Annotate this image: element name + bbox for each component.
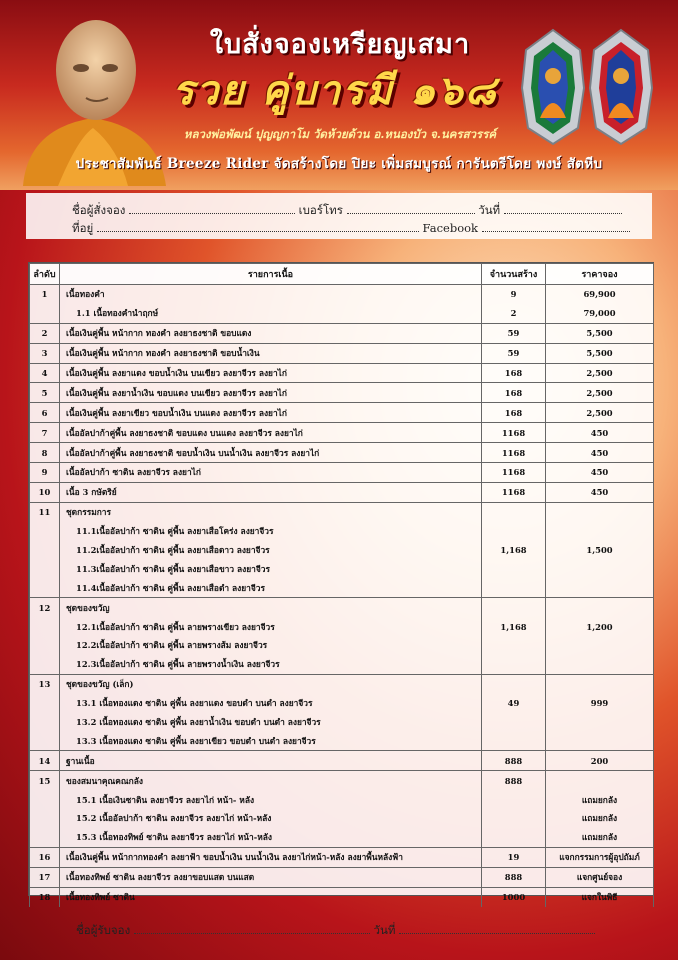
row-item: 13.3 เนื้อทองแดง ซาติน คู่พื้น ลงยาเขียว ขอบดำ บนดำ ลงยาจีวร xyxy=(60,731,482,750)
row-qty xyxy=(482,522,546,541)
table-row xyxy=(30,463,654,483)
table-row xyxy=(30,847,654,867)
temple-subtitle: หลวงพ่อพัฒน์ ปุญญกาโม วัดห้วยด้วน อ.หนองบัว จ.นครสวรรค์ xyxy=(183,127,497,141)
receiver-field[interactable] xyxy=(134,923,370,934)
row-item: ชุดของขวัญ (เล็ก) xyxy=(60,674,482,693)
row-qty: 59 xyxy=(482,343,546,363)
table-row xyxy=(30,809,654,828)
row-price: 79,000 xyxy=(546,304,654,323)
row-price xyxy=(546,598,654,617)
table-row xyxy=(30,343,654,363)
phone-field[interactable] xyxy=(347,203,475,214)
row-qty: 1168 xyxy=(482,423,546,443)
row-number xyxy=(30,541,60,560)
col-header-item: รายการเนื้อ xyxy=(60,264,482,285)
row-qty: 888 xyxy=(482,771,546,790)
row-item: ชุดกรรมการ xyxy=(60,502,482,521)
table-row xyxy=(30,522,654,541)
header-banner xyxy=(0,0,678,190)
row-number xyxy=(30,655,60,674)
phone-label: เบอร์โทร xyxy=(298,203,343,217)
row-number: 13 xyxy=(30,674,60,693)
name-field[interactable] xyxy=(129,203,295,214)
row-item: 15.1 เนื้อเงินซาติน ลงยาจีวร ลงยาไก่ หน้า- หลัง xyxy=(60,790,482,809)
title-line-2: รวย คู่บารมี ๑๖๘ xyxy=(172,67,498,114)
row-item: 15.2 เนื้ออัลปาก้า ซาติน ลงยาจีวร ลงยาไก่ หน้า-หลัง xyxy=(60,809,482,828)
row-number xyxy=(30,809,60,828)
row-number: 1 xyxy=(30,285,60,304)
receiver-label: ชื่อผู้รับจอง xyxy=(76,923,131,937)
row-item: 12.2เนื้ออัลปาก้า ซาติน คู่พื้น ลายพรางส้ม ลงยาจีวร xyxy=(60,636,482,655)
row-number: 8 xyxy=(30,443,60,463)
row-price: แจกกรรมการผู้อุปถัมภ์ xyxy=(546,847,654,867)
row-price xyxy=(546,731,654,750)
row-qty: 168 xyxy=(482,383,546,403)
table-header-row xyxy=(30,264,654,285)
col-header-price: ราคาจอง xyxy=(546,264,654,285)
row-price: 2,500 xyxy=(546,403,654,423)
row-price: 450 xyxy=(546,463,654,483)
row-item: ชุดของขวัญ xyxy=(60,598,482,617)
address-field[interactable] xyxy=(97,221,419,232)
row-qty: 1168 xyxy=(482,463,546,483)
row-qty: 1000 xyxy=(482,887,546,906)
table-row xyxy=(30,541,654,560)
row-price: 2,500 xyxy=(546,363,654,383)
row-qty xyxy=(482,674,546,693)
row-number xyxy=(30,636,60,655)
price-table xyxy=(28,262,654,903)
row-qty: 168 xyxy=(482,363,546,383)
row-number: 15 xyxy=(30,771,60,790)
table-row xyxy=(30,655,654,674)
row-number xyxy=(30,559,60,578)
row-qty: 168 xyxy=(482,403,546,423)
row-number: 17 xyxy=(30,867,60,887)
row-number xyxy=(30,617,60,636)
row-number: 6 xyxy=(30,403,60,423)
row-item: เนื้ออัลปาก้าคู่พื้น ลงยาธงชาติ ขอบน้ำเงิน บนน้ำเงิน ลงยาจีวร ลงยาไก่ xyxy=(60,443,482,463)
row-number: 12 xyxy=(30,598,60,617)
row-number: 4 xyxy=(30,363,60,383)
row-item: เนื้อเงินคู่พื้น หน้ากากทองคำ ลงยาฟ้า ขอบน้ำเงิน บนน้ำเงิน ลงยาไก่หน้า-หลัง ลงยาพื้นหลังฟ้า xyxy=(60,847,482,867)
row-item: เนื้อเงินคู่พื้น หน้ากาก ทองคำ ลงยาธงชาติ ขอบน้ำเงิน xyxy=(60,343,482,363)
row-qty: 49 xyxy=(482,694,546,713)
order-form xyxy=(26,193,652,239)
row-item: เนื้อทองทิพย์ ซาติน xyxy=(60,887,482,906)
row-qty: 19 xyxy=(482,847,546,867)
col-header-no: ลำดับ xyxy=(30,264,60,285)
row-qty: 1168 xyxy=(482,443,546,463)
row-qty xyxy=(482,502,546,521)
table-row xyxy=(30,636,654,655)
row-item: 13.1 เนื้อทองแดง ซาติน คู่พื้น ลงยาแดง ขอบดำ บนดำ ลงยาจีวร xyxy=(60,694,482,713)
row-price: 1,500 xyxy=(546,541,654,560)
row-price: 1,200 xyxy=(546,617,654,636)
row-item: 11.1เนื้ออัลปาก้า ซาติน คู่พื้น ลงยาเสือโคร่ง ลงยาจีวร xyxy=(60,522,482,541)
table-row xyxy=(30,443,654,463)
table-row xyxy=(30,751,654,771)
row-price xyxy=(546,502,654,521)
row-item: 11.3เนื้ออัลปาก้า ซาติน คู่พื้น ลงยาเสือขาว ลงยาจีวร xyxy=(60,559,482,578)
table-row xyxy=(30,403,654,423)
row-number: 2 xyxy=(30,323,60,343)
row-number: 11 xyxy=(30,502,60,521)
row-price xyxy=(546,559,654,578)
row-qty xyxy=(482,809,546,828)
row-item: เนื้ออัลปาก้า ซาติน ลงยาจีวร ลงยาไก่ xyxy=(60,463,482,483)
table-row xyxy=(30,383,654,403)
row-number: 16 xyxy=(30,847,60,867)
title-line-1: ใบสั่งจองเหรียญเสมา xyxy=(209,29,471,60)
table-row xyxy=(30,867,654,887)
row-item: 11.4เนื้ออัลปาก้า ซาติน คู่พื้น ลงยาเสือดำ ลงยาจีวร xyxy=(60,578,482,597)
row-price: 450 xyxy=(546,423,654,443)
row-price xyxy=(546,578,654,597)
medal-image-back xyxy=(586,28,656,146)
row-item: 11.2เนื้ออัลปาก้า ซาติน คู่พื้น ลงยาเสือดาว ลงยาจีวร xyxy=(60,541,482,560)
table-row xyxy=(30,617,654,636)
row-price: แจกศูนย์จอง xyxy=(546,867,654,887)
table-row xyxy=(30,304,654,323)
date-field[interactable] xyxy=(504,203,622,214)
row-number xyxy=(30,694,60,713)
table-row xyxy=(30,482,654,502)
row-number xyxy=(30,828,60,847)
row-qty xyxy=(482,598,546,617)
table-row xyxy=(30,423,654,443)
row-qty: 1168 xyxy=(482,482,546,502)
row-number: 3 xyxy=(30,343,60,363)
row-qty xyxy=(482,655,546,674)
row-qty xyxy=(482,578,546,597)
row-number: 9 xyxy=(30,463,60,483)
table-row xyxy=(30,887,654,906)
row-number: 5 xyxy=(30,383,60,403)
row-price xyxy=(546,771,654,790)
row-qty: 59 xyxy=(482,323,546,343)
table-row xyxy=(30,790,654,809)
name-label: ชื่อผู้สั่งจอง xyxy=(72,203,126,217)
row-price: 999 xyxy=(546,694,654,713)
table-row xyxy=(30,694,654,713)
row-item: เนื้อ 3 กษัตริย์ xyxy=(60,482,482,502)
table-row xyxy=(30,559,654,578)
row-item: เนื้อเงินคู่พื้น ลงยาแดง ขอบน้ำเงิน บนเขียว ลงยาจีวร ลงยาไก่ xyxy=(60,363,482,383)
row-price xyxy=(546,636,654,655)
row-item: เนื้อเงินคู่พื้น ลงยาน้ำเงิน ขอบแดง บนเขียว ลงยาจีวร ลงยาไก่ xyxy=(60,383,482,403)
row-qty xyxy=(482,713,546,732)
row-number xyxy=(30,731,60,750)
table-row xyxy=(30,578,654,597)
row-price: 5,500 xyxy=(546,323,654,343)
row-item: เนื้อเงินคู่พื้น ลงยาเขียว ขอบน้ำเงิน บนแดง ลงยาจีวร ลงยาไก่ xyxy=(60,403,482,423)
row-qty: 888 xyxy=(482,867,546,887)
row-price: 200 xyxy=(546,751,654,771)
row-qty: 2 xyxy=(482,304,546,323)
row-number: 10 xyxy=(30,482,60,502)
row-item: 12.1เนื้ออัลปาก้า ซาติน คู่พื้น ลายพรางเขียว ลงยาจีวร xyxy=(60,617,482,636)
table-row xyxy=(30,323,654,343)
row-price xyxy=(546,674,654,693)
row-number xyxy=(30,304,60,323)
address-label: ที่อยู่ xyxy=(72,221,94,235)
row-item: ของสมนาคุณคณกลัง xyxy=(60,771,482,790)
col-header-qty: จำนวนสร้าง xyxy=(482,264,546,285)
row-price: 69,900 xyxy=(546,285,654,304)
row-price: แถมยกลัง xyxy=(546,809,654,828)
row-item: เนื้ออัลปาก้าคู่พื้น ลงยาธงชาติ ขอบแดง บนแดง ลงยาจีวร ลงยาไก่ xyxy=(60,423,482,443)
row-qty xyxy=(482,559,546,578)
row-item: เนื้อทองทิพย์ ซาติน ลงยาจีวร ลงยาขอบแสด บนแสด xyxy=(60,867,482,887)
table-row xyxy=(30,713,654,732)
row-qty: 1,168 xyxy=(482,617,546,636)
row-qty: 888 xyxy=(482,751,546,771)
row-price: แถมยกลัง xyxy=(546,828,654,847)
table-row xyxy=(30,731,654,750)
row-item: 13.2 เนื้อทองแดง ซาติน คู่พื้น ลงยาน้ำเงิน ขอบดำ บนดำ ลงยาจีวร xyxy=(60,713,482,732)
facebook-field[interactable] xyxy=(482,221,630,232)
row-qty xyxy=(482,636,546,655)
row-price: 450 xyxy=(546,482,654,502)
table-row xyxy=(30,598,654,617)
row-price: แถมยกลัง xyxy=(546,790,654,809)
row-qty xyxy=(482,790,546,809)
row-price: แจกในพิธี xyxy=(546,887,654,906)
row-qty xyxy=(482,731,546,750)
row-item: ฐานเนื้อ xyxy=(60,751,482,771)
row-price xyxy=(546,713,654,732)
row-number: 18 xyxy=(30,887,60,906)
row-number: 14 xyxy=(30,751,60,771)
row-item: 1.1 เนื้อทองคำนำฤกษ์ xyxy=(60,304,482,323)
row-qty: 1,168 xyxy=(482,541,546,560)
facebook-label: Facebook xyxy=(422,221,479,235)
row-number xyxy=(30,578,60,597)
table-row xyxy=(30,828,654,847)
row-number xyxy=(30,522,60,541)
row-item: เนื้อทองคำ xyxy=(60,285,482,304)
row-price: 450 xyxy=(546,443,654,463)
row-item: 12.3เนื้ออัลปาก้า ซาติน คู่พื้น ลายพรางน้ำเงิน ลงยาจีวร xyxy=(60,655,482,674)
row-price: 5,500 xyxy=(546,343,654,363)
row-qty xyxy=(482,828,546,847)
row-qty: 9 xyxy=(482,285,546,304)
table-row xyxy=(30,674,654,693)
row-number xyxy=(30,790,60,809)
date-label: วันที่ xyxy=(478,203,501,217)
row-price xyxy=(546,522,654,541)
row-number: 7 xyxy=(30,423,60,443)
table-row xyxy=(30,285,654,304)
row-number xyxy=(30,713,60,732)
receive-date-label: วันที่ xyxy=(373,923,396,937)
table-row xyxy=(30,502,654,521)
row-item: 15.3 เนื้อทองทิพย์ ซาติน ลงยาจีวร ลงยาไก่ หน้า-หลัง xyxy=(60,828,482,847)
row-item: เนื้อเงินคู่พื้น หน้ากาก ทองคำ ลงยาธงชาติ ขอบแดง xyxy=(60,323,482,343)
medal-image-front xyxy=(518,28,588,146)
credits-line: ประชาสัมพันธ์ Breeze Rider จัดสร้างโดย ปิยะ เพิ่มสมบูรณ์ การันตรีโดย พงษ์ สัตหีบ xyxy=(75,156,603,172)
row-price xyxy=(546,655,654,674)
row-price: 2,500 xyxy=(546,383,654,403)
table-row xyxy=(30,771,654,790)
receive-date-field[interactable] xyxy=(399,923,595,934)
receiver-line xyxy=(76,922,595,940)
table-row xyxy=(30,363,654,383)
